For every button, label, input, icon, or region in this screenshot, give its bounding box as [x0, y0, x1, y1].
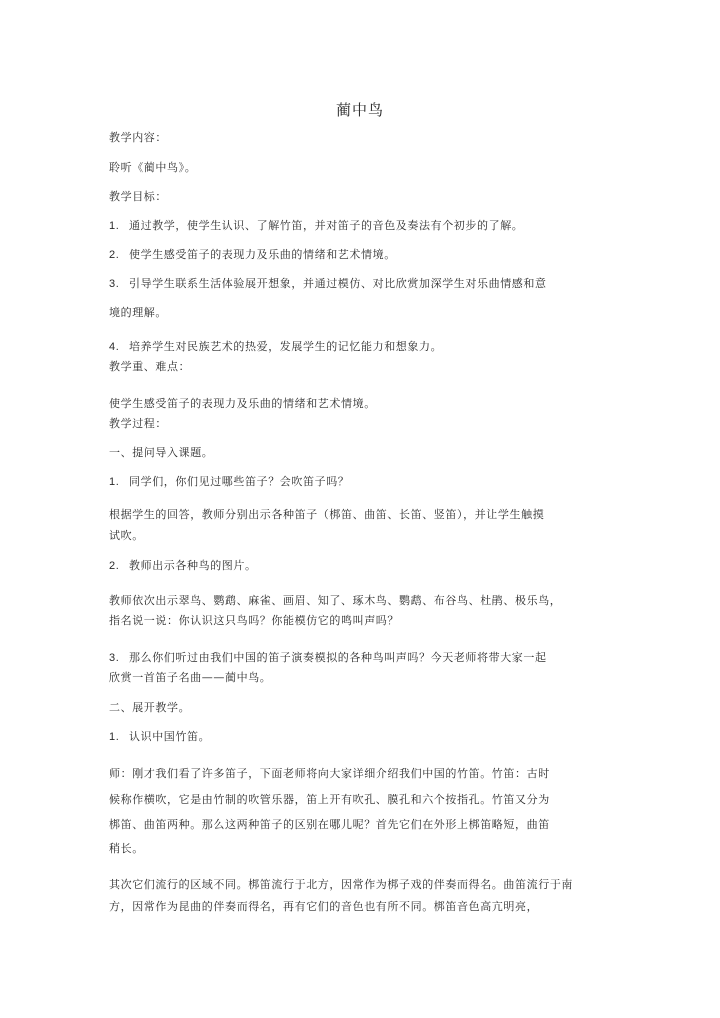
- list-item: 1. 认识中国竹笛。: [109, 730, 211, 743]
- list-item: 2. 教师出示各种鸟的图片。: [109, 559, 257, 572]
- paragraph: 候称作横吹，它是由竹制的吹管乐器，笛上开有吹孔、膜孔和六个按指孔。竹笛又分为: [109, 793, 550, 806]
- paragraph: 欣赏一首笛子名曲——蔺中鸟。: [109, 671, 272, 684]
- paragraph: 根据学生的回答，教师分别出示各种笛子（梆笛、曲笛、长笛、竖笛），并让学生触摸: [109, 508, 545, 521]
- paragraph: 试吹。: [109, 529, 144, 542]
- page-title: 蔺中鸟: [335, 101, 384, 119]
- section-heading: 教学内容：: [109, 131, 167, 144]
- paragraph: 梆笛、曲笛两种。那么这两种笛子的区别在哪儿呢？首先它们在外形上梆笛略短，曲笛: [109, 818, 550, 831]
- list-item: 1. 同学们，你们见过哪些笛子？会吹笛子吗？: [109, 475, 350, 488]
- list-item-continued: 境的理解。: [109, 306, 167, 319]
- paragraph: 师：刚才我们看了许多笛子，下面老师将向大家详细介绍我们中国的竹笛。竹笛：古时: [109, 767, 550, 780]
- paragraph: 使学生感受笛子的表现力及乐曲的情绪和艺术情境。: [109, 397, 376, 410]
- list-item: 4. 培养学生对民族艺术的热爱，发展学生的记忆能力和想象力。: [109, 340, 443, 353]
- paragraph: 聆听《蔺中鸟》。: [109, 161, 197, 174]
- list-item: 3. 引导学生联系生活体验展开想象，并通过模仿、对比欣赏加深学生对乐曲情感和意: [109, 277, 547, 290]
- list-item: 1. 通过教学，使学生认识、了解竹笛，并对笛子的音色及奏法有个初步的了解。: [109, 219, 524, 232]
- list-item: 3. 那么你们听过由我们中国的笛子演奏模拟的各种鸟叫声吗？今天老师将带大家一起: [109, 651, 547, 664]
- section-heading: 二、展开教学。: [109, 701, 191, 714]
- paragraph: 指名说一说：你认识这只鸟吗？你能模仿它的鸣叫声吗？: [109, 614, 399, 627]
- list-item: 2. 使学生感受笛子的表现力及乐曲的情绪和艺术情境。: [109, 248, 396, 261]
- paragraph: 教师依次出示翠鸟、鹦鹉、麻雀、画眉、知了、琢木鸟、鹦鹉、布谷鸟、杜鹃、极乐鸟，: [109, 594, 562, 607]
- section-heading: 一、提问导入课题。: [109, 446, 214, 459]
- section-heading: 教学目标：: [109, 190, 167, 203]
- paragraph: 其次它们流行的区域不同。梆笛流行于北方，因常作为梆子戏的伴奏而得名。曲笛流行于南: [109, 878, 573, 891]
- section-heading: 教学重、难点：: [109, 360, 191, 373]
- section-heading: 教学过程：: [109, 417, 167, 430]
- paragraph: 稍长。: [109, 842, 144, 855]
- paragraph: 方，因常作为昆曲的伴奏而得名，再有它们的音色也有所不同。梆笛音色高亢明亮，: [109, 900, 539, 913]
